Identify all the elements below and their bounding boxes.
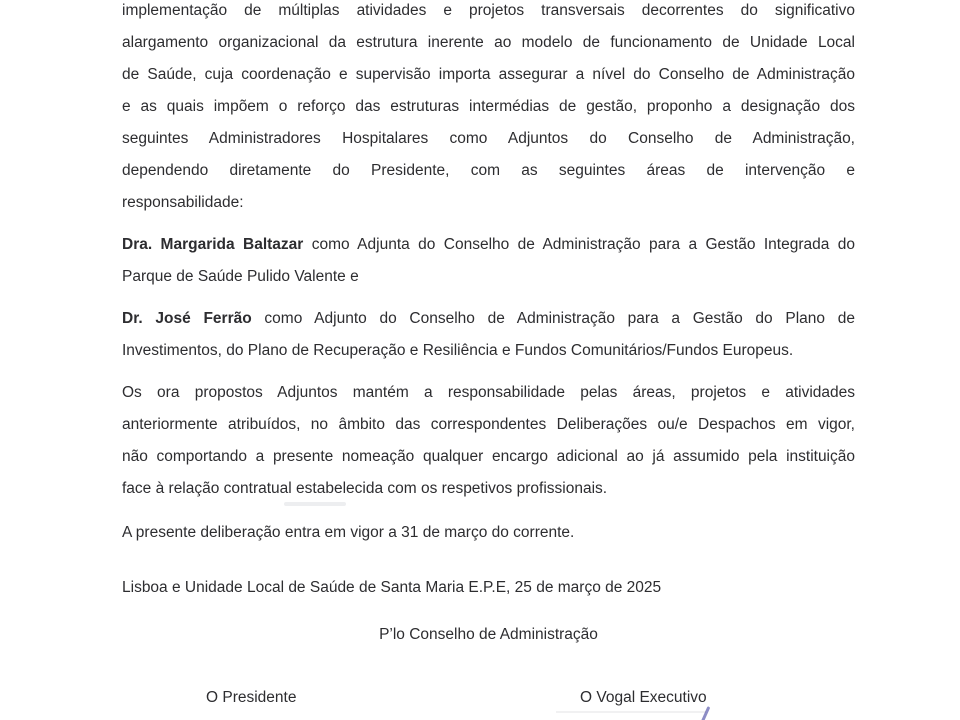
text-line	[122, 123, 855, 155]
text-line	[122, 59, 855, 91]
text-line	[122, 27, 855, 59]
body-text: Parque de Saúde Pulido Valente e	[122, 268, 359, 285]
body-text: implementação de múltiplas atividades e projetos transversais decorrentes do significativo	[122, 2, 855, 19]
text-line	[122, 261, 855, 293]
body-text: Os ora propostos Adjuntos mantém a responsabilidade pelas áreas, projetos e atividades	[122, 384, 855, 401]
text-line	[122, 619, 855, 651]
body-text: responsabilidade:	[122, 194, 244, 211]
body-text: alargamento organizacional da estrutura inerente ao modelo de funcionamento de Unidade Local	[122, 34, 855, 51]
text-line	[122, 303, 855, 335]
scan-artifact-line	[556, 711, 706, 713]
body-text: de Saúde, cuja coordenação e supervisão importa assegurar a nível do Conselho de Administração	[122, 66, 855, 83]
text-line	[122, 409, 855, 441]
text-line	[122, 441, 855, 473]
text-line	[122, 377, 855, 409]
document-body	[122, 0, 855, 714]
text-line	[122, 473, 855, 505]
body-text: dependendo diretamente do Presidente, com as seguintes áreas de intervenção e	[122, 162, 855, 179]
scan-smudge	[284, 502, 346, 506]
text-line	[122, 91, 855, 123]
body-text: face à relação contratual estabelecida com os respetivos profissionais.	[122, 480, 608, 497]
body-text: como Adjunto do Conselho de Administração para a Gestão do Plano de	[251, 310, 856, 327]
body-text: Lisboa e Unidade Local de Saúde de Santa Maria E.P.E, 25 de março de 2025	[122, 579, 662, 596]
body-text: anteriormente atribuídos, no âmbito das correspondentes Deliberações ou/e Despachos em vigor,	[122, 416, 855, 433]
body-text: Investimentos, do Plano de Recuperação e Resiliência e Fundos Comunitários/Fundos Europeus.	[122, 342, 794, 359]
text-line	[122, 187, 855, 219]
text-line	[122, 335, 855, 367]
text-line	[122, 155, 855, 187]
bold-name-text: Dra. Margarida Baltazar	[122, 236, 304, 253]
bold-name-text: Dr. José Ferrão	[122, 310, 252, 327]
text-line	[122, 229, 855, 261]
body-paragraph-3	[122, 303, 855, 367]
text-line	[122, 572, 855, 604]
body-text: e as quais impõem o reforço das estruturas intermédias de gestão, proponho a designação dos	[122, 98, 855, 115]
body-text: como Adjunta do Conselho de Administração para a Gestão Integrada do	[303, 236, 855, 253]
body-text: A presente deliberação entra em vigor a 31 de março do corrente.	[122, 524, 575, 541]
signature-label-vogal-executivo: O Vogal Executivo	[580, 689, 707, 706]
effective-date-paragraph	[122, 517, 855, 549]
body-text: não comportando a presente nomeação qualquer encargo adicional ao já assumido pela instituição	[122, 448, 855, 465]
body-text: seguintes Administradores Hospitalares como Adjuntos do Conselho de Administração,	[122, 130, 855, 147]
place-date-line	[122, 572, 855, 604]
body-paragraph-4	[122, 377, 855, 505]
body-paragraph-2	[122, 229, 855, 293]
signature-label-president: O Presidente	[206, 689, 297, 706]
body-paragraph-1	[122, 0, 855, 219]
text-line	[122, 0, 855, 27]
text-line	[122, 517, 855, 549]
body-text: P’lo Conselho de Administração	[379, 626, 598, 643]
signature-row	[122, 682, 855, 714]
signoff-line	[122, 619, 855, 651]
